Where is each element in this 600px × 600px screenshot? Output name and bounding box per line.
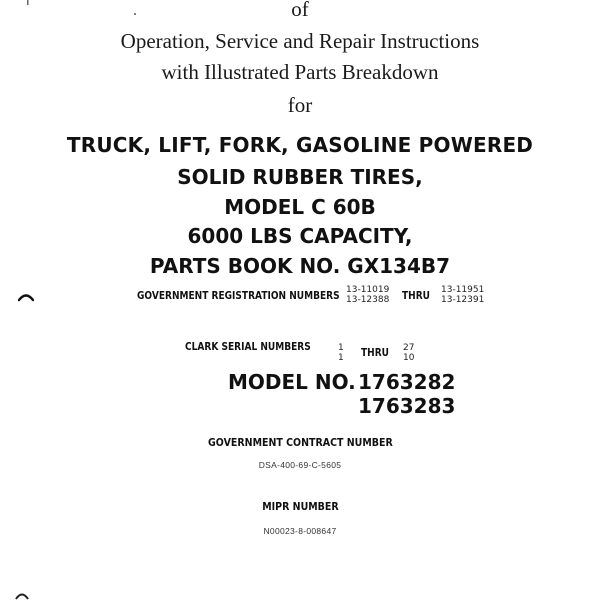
binding-hole-mark-bottom xyxy=(15,590,29,600)
model-number-2: 1763283 xyxy=(358,394,456,418)
government-contract-value: DSA-400-69-C-5605 xyxy=(258,460,342,470)
clark-serial-to-numbers xyxy=(403,343,414,363)
registration-from-numbers xyxy=(346,285,389,305)
government-registration-label: GOVERNMENT REGISTRATION NUMBERS xyxy=(137,290,340,302)
clark-serial-from-2: 1 xyxy=(338,353,344,363)
registration-to-2: 13-12391 xyxy=(441,295,485,305)
header-with-line: with Illustrated Parts Breakdown xyxy=(161,60,439,84)
clark-serial-thru-label: THRU xyxy=(361,347,390,359)
speck-mark xyxy=(133,12,137,16)
clark-serial-from-numbers xyxy=(338,343,344,363)
registration-thru-label: THRU xyxy=(402,290,431,302)
title-line-3: MODEL C 60B xyxy=(224,195,376,219)
model-number-label: MODEL NO. xyxy=(228,370,356,394)
mipr-value: N00023-8-008647 xyxy=(263,526,337,536)
clark-serial-to-1: 27 xyxy=(403,343,415,353)
binding-hole-mark xyxy=(18,292,34,302)
clark-serial-to-2: 10 xyxy=(403,353,415,363)
corner-speck-mark xyxy=(26,0,30,6)
parts-book-number: PARTS BOOK NO. GX134B7 xyxy=(149,254,451,278)
header-operation-line: Operation, Service and Repair Instructions xyxy=(120,29,480,53)
title-line-4: 6000 LBS CAPACITY, xyxy=(187,224,413,248)
government-contract-label: GOVERNMENT CONTRACT NUMBER xyxy=(207,436,393,449)
header-of: of xyxy=(291,0,309,21)
model-number-1: 1763282 xyxy=(358,370,456,394)
registration-from-2: 13-12388 xyxy=(346,295,390,305)
registration-to-numbers xyxy=(441,285,484,305)
mipr-label: MIPR NUMBER xyxy=(261,500,339,513)
registration-from-1: 13-11019 xyxy=(346,285,390,295)
header-for: for xyxy=(287,93,313,117)
clark-serial-from-1: 1 xyxy=(338,343,344,353)
registration-to-1: 13-11951 xyxy=(441,285,485,295)
clark-serial-label: CLARK SERIAL NUMBERS xyxy=(185,341,311,353)
title-line-2: SOLID RUBBER TIRES, xyxy=(177,165,423,189)
title-line-1: TRUCK, LIFT, FORK, GASOLINE POWERED xyxy=(66,133,534,157)
